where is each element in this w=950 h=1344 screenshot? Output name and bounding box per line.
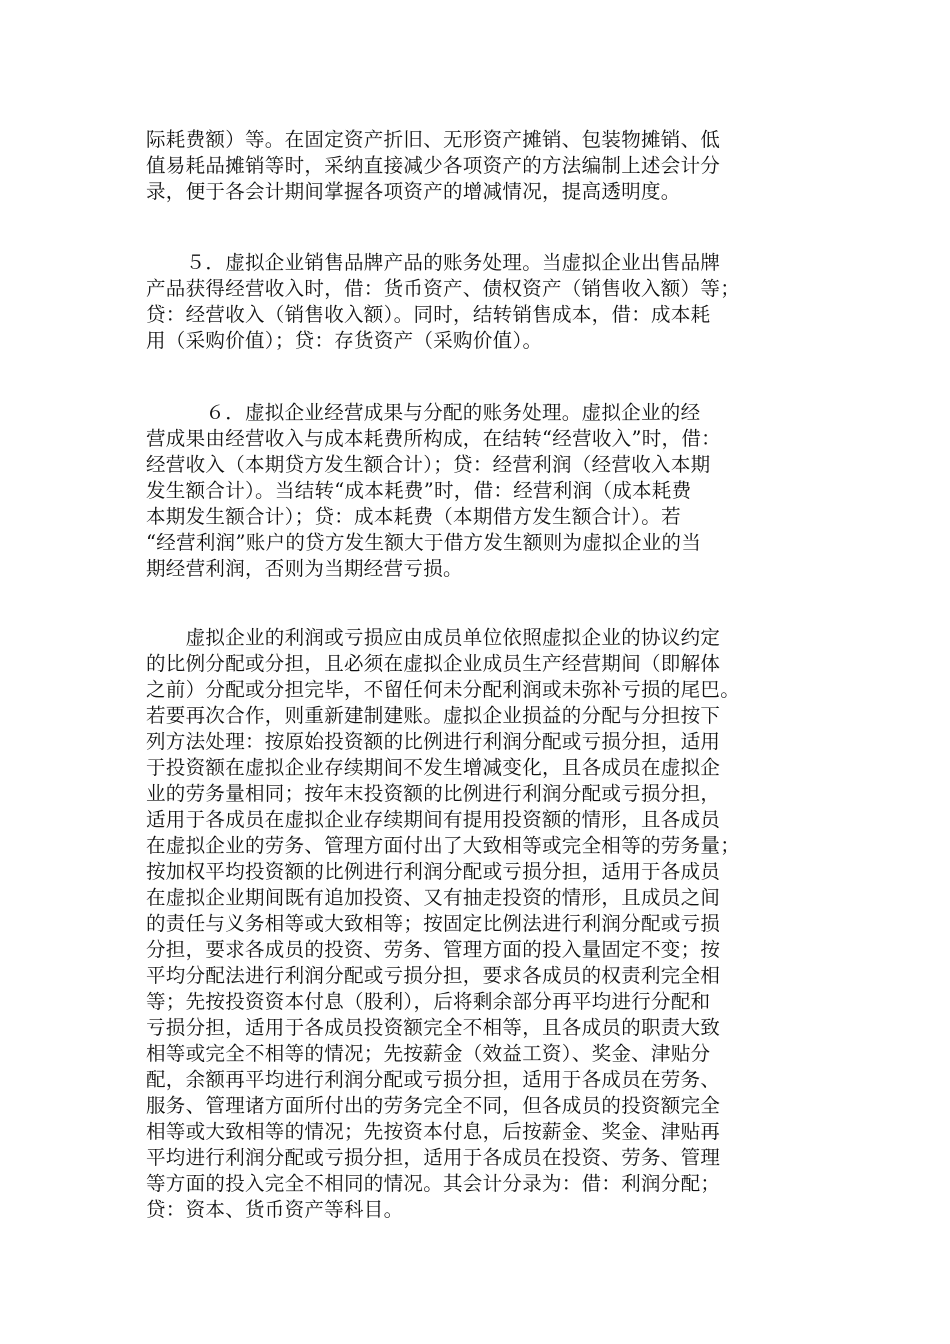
text-line: 经营收入（本期贷方发生额合计）；贷：经营利润（经营收入本期 <box>146 453 711 476</box>
text-line: 适用于各成员在虚拟企业存续期间有提用投资额的情形，且各成员 <box>146 808 721 831</box>
text-line: 期经营利润，否则为当期经营亏损。 <box>146 557 463 580</box>
text-line: 平均进行利润分配或亏损分担，适用于各成员在投资、劳务、管理 <box>146 1146 721 1169</box>
text-line: 的责任与义务相等或大致相等；按固定比例法进行利润分配或亏损 <box>146 912 721 935</box>
text-line: 贷：经营收入（销售收入额）。同时，结转销售成本，借：成本耗 <box>146 303 711 326</box>
text-line: 等；先按投资资本付息（股利），后将剩余部分再平均进行分配和 <box>146 990 711 1013</box>
text-line: 相等或大致相等的情况；先按资本付息，后按薪金、奖金、津贴再 <box>146 1120 721 1143</box>
text-line: 平均分配法进行利润分配或亏损分担，要求各成员的权责利完全相 <box>146 964 721 987</box>
text-line: ６．虚拟企业经营成果与分配的账务处理。虚拟企业的经 <box>146 401 701 424</box>
text-line: 录，便于各会计期间掌握各项资产的增减情况，提高透明度。 <box>146 180 681 203</box>
paragraph-asset-amortization <box>146 127 826 205</box>
text-line: 虚拟企业的利润或亏损应由成员单位依照虚拟企业的协议约定 <box>146 626 721 649</box>
text-line: 营成果由经营收入与成本耗费所构成，在结转“经营收入”时，借： <box>146 427 721 450</box>
text-line: 用（采购价值）；贷：存货资产（采购价值）。 <box>146 329 543 352</box>
paragraph-item-5-sales <box>146 250 826 354</box>
paragraph-item-6-results <box>146 400 826 582</box>
text-line: 贷：资本、货币资产等科目。 <box>146 1198 404 1221</box>
text-line: “经营利润”账户的贷方发生额大于借方发生额则为虚拟企业的当 <box>146 531 702 554</box>
text-line: 服务、管理诸方面所付出的劳务完全不同，但各成员的投资额完全 <box>146 1094 721 1117</box>
text-line: 际耗费额）等。在固定资产折旧、无形资产摊销、包装物摊销、低 <box>146 128 721 151</box>
text-line: 相等或完全不相等的情况；先按薪金（效益工资）、奖金、津贴分 <box>146 1042 711 1065</box>
text-line: 按加权平均投资额的比例进行利润分配或亏损分担，适用于各成员 <box>146 860 721 883</box>
text-line: 的比例分配或分担，且必须在虚拟企业成员生产经营期间（即解体 <box>146 652 721 675</box>
text-line: 业的劳务量相同；按年末投资额的比例进行利润分配或亏损分担， <box>146 782 721 805</box>
text-line: 等方面的投入完全不相同的情况。其会计分录为：借：利润分配； <box>146 1172 721 1195</box>
text-line: ５．虚拟企业销售品牌产品的账务处理。当虚拟企业出售品牌 <box>146 251 721 274</box>
text-line: 在虚拟企业期间既有追加投资、又有抽走投资的情形，且成员之间 <box>146 886 721 909</box>
text-line: 分担，要求各成员的投资、劳务、管理方面的投入量固定不变；按 <box>146 938 721 961</box>
text-line: 配，余额再平均进行利润分配或亏损分担，适用于各成员在劳务、 <box>146 1068 721 1091</box>
text-line: 在虚拟企业的劳务、管理方面付出了大致相等或完全相等的劳务量； <box>146 834 741 857</box>
text-line: 本期发生额合计）；贷：成本耗费（本期借方发生额合计）。若 <box>146 505 681 528</box>
text-line: 发生额合计）。当结转“成本耗费”时，借：经营利润（成本耗费 <box>146 479 692 502</box>
text-line: 之前）分配或分担完毕，不留任何未分配利润或未弥补亏损的尾巴。 <box>146 678 741 701</box>
text-line: 产品获得经营收入时，借：货币资产、债权资产（销售收入额）等； <box>146 277 741 300</box>
text-line: 亏损分担，适用于各成员投资额完全不相等，且各成员的职责大致 <box>146 1016 721 1039</box>
text-line: 于投资额在虚拟企业存续期间不发生增减变化，且各成员在虚拟企 <box>146 756 721 779</box>
text-line: 列方法处理：按原始投资额的比例进行利润分配或亏损分担，适用 <box>146 730 721 753</box>
text-line: 值易耗品摊销等时，采纳直接减少各项资产的方法编制上述会计分 <box>146 154 721 177</box>
paragraph-profit-distribution <box>146 625 826 1223</box>
text-line: 若要再次合作，则重新建制建账。虚拟企业损益的分配与分担按下 <box>146 704 721 727</box>
